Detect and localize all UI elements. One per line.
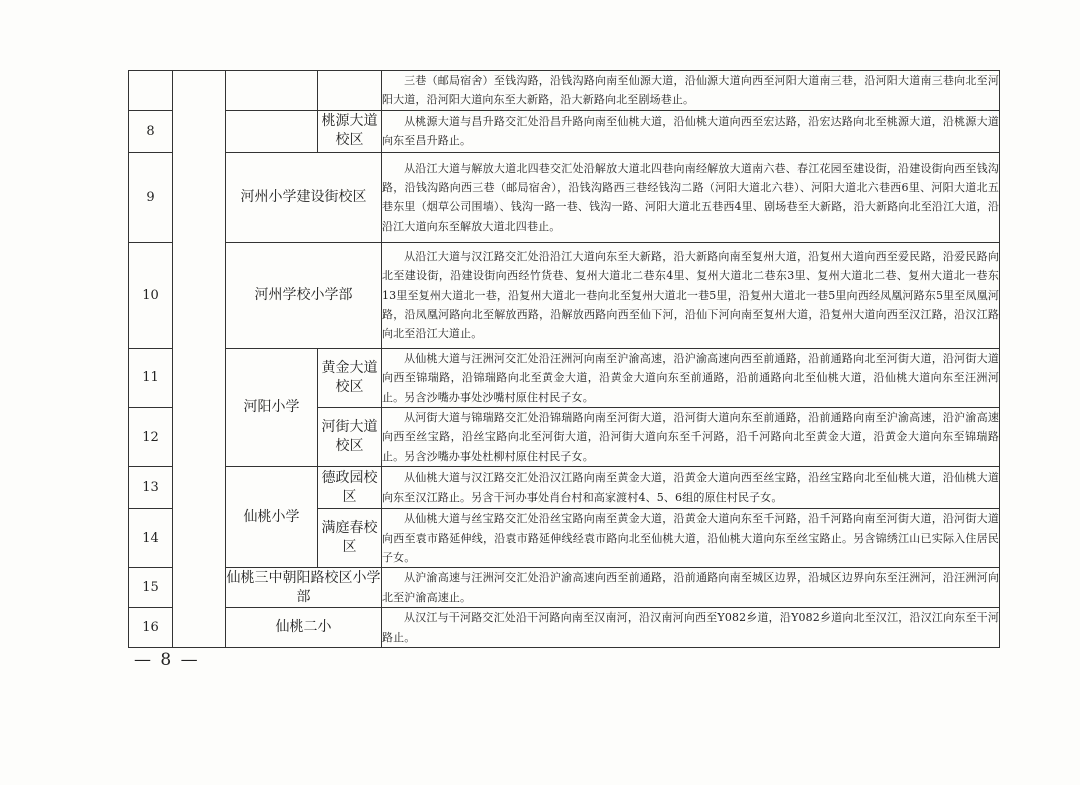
school-name: 仙桃小学: [226, 467, 318, 568]
table-row: [129, 242, 1000, 348]
page-number: — 8 —: [134, 650, 200, 670]
zone-description: 三巷（邮局宿舍）至钱沟路，沿钱沟路向南至仙源大道，沿仙源大道向西至河阳大道南三巷，沿河阳大道南三巷向北至河阳大道，沿河阳大道向东至大新路，沿大新路向北至剧场巷止。: [382, 71, 1000, 111]
row-number: 16: [129, 608, 173, 648]
campus-name: 河街大道校区: [318, 408, 382, 467]
row-number: [129, 71, 173, 111]
row-number: 10: [129, 242, 173, 348]
table-row: [129, 348, 1000, 407]
zone-description: 从沿江大道与汉江路交汇处沿沿江大道向东至大新路，沿大新路向南至复州大道，沿复州大道向西至爱民路，沿爱民路向北至建设街，沿建设街向西经竹货巷、复州大道北二巷东4里、复州大道北二巷东3里、复州大道北二巷、复州大道北一巷东13里至复州大道北一巷，沿复州大道北一巷向北至复州大道北一巷5里，沿复州大道北一巷5里向西经凤凰河路东5里至凤凰河路，沿凤凰河路向北至解放西路，沿解放西路向西至仙下河，沿仙下河向南至复州大道，沿复州大道向西至汉江路，沿汉江路向北至沿江大道止。: [382, 242, 1000, 348]
zone-description: 从仙桃大道与汪洲河交汇处沿汪洲河向南至沪渝高速，沿沪渝高速向西至前通路，沿前通路向北至河街大道，沿河街大道向西至锦瑞路，沿锦瑞路向北至黄金大道，沿黄金大道向东至前通路，沿前通路向北至仙桃大道，沿仙桃大道向东至汪洲河止。另含沙嘴办事处沙嘴村原住村民子女。: [382, 348, 1000, 407]
table-row: [129, 568, 1000, 608]
row-number: 14: [129, 509, 173, 568]
campus-name: 德政园校区: [318, 467, 382, 509]
campus-name: [318, 71, 382, 111]
campus-name: 满庭春校区: [318, 509, 382, 568]
school-name: [226, 110, 318, 152]
school-name: 河州小学建设街校区: [226, 152, 382, 242]
row-number: 15: [129, 568, 173, 608]
school-name: 仙桃三中朝阳路校区小学部: [226, 568, 382, 608]
school-name: 河州学校小学部: [226, 242, 382, 348]
campus-name: 桃源大道校区: [318, 110, 382, 152]
school-name: 仙桃二小: [226, 608, 382, 648]
row-number: 8: [129, 110, 173, 152]
district-table: [128, 70, 1000, 648]
table-row: [129, 152, 1000, 242]
campus-name: 黄金大道校区: [318, 348, 382, 407]
zone-description: 从沪渝高速与汪洲河交汇处沿沪渝高速向西至前通路，沿前通路向南至城区边界，沿城区边界向东至汪洲河，沿汪洲河向北至沪渝高速止。: [382, 568, 1000, 608]
table-row: [129, 71, 1000, 111]
zone-description: 从沿江大道与解放大道北四巷交汇处沿解放大道北四巷向南经解放大道南六巷、春江花园至建设街，沿建设街向西至钱沟路，沿钱沟路向西三巷（邮局宿舍），沿钱沟路西三巷经钱沟二路（河阳大道北六巷）、河阳大道北六巷西6里、河阳大道北五巷东里（烟草公司围墙）、钱沟一路一巷、钱沟一路、河阳大道北五巷西4里、剧场巷至大新路，沿大新路向北至沿江大道，沿沿江大道向东至解放大道北四巷止。: [382, 152, 1000, 242]
row-number: 13: [129, 467, 173, 509]
school-name: 河阳小学: [226, 348, 318, 466]
district-group-cell: [173, 71, 226, 648]
zone-description: 从汉江与干河路交汇处沿干河路向南至汉南河，沿汉南河向西至Y082乡道，沿Y082乡道向北至汉江，沿汉江向东至干河路止。: [382, 608, 1000, 648]
row-number: 12: [129, 408, 173, 467]
table-row: [129, 467, 1000, 509]
row-number: 9: [129, 152, 173, 242]
zone-description: 从河街大道与锦瑞路交汇处沿锦瑞路向南至河街大道，沿河街大道向东至前通路，沿前通路向南至沪渝高速，沿沪渝高速向西至丝宝路，沿丝宝路向北至河街大道，沿河街大道向东至千河路，沿千河路向北至黄金大道，沿黄金大道向东至锦瑞路止。另含沙嘴办事处杜柳村原住村民子女。: [382, 408, 1000, 467]
table-row: [129, 110, 1000, 152]
zone-description: 从桃源大道与昌升路交汇处沿昌升路向南至仙桃大道，沿仙桃大道向西至宏达路，沿宏达路向北至桃源大道，沿桃源大道向东至昌升路止。: [382, 110, 1000, 152]
zone-description: 从仙桃大道与汉江路交汇处沿汉江路向南至黄金大道，沿黄金大道向西至丝宝路，沿丝宝路向北至仙桃大道，沿仙桃大道向东至汉江路止。另含干河办事处肖台村和高家渡村4、5、6组的原住村民子女。: [382, 467, 1000, 509]
row-number: 11: [129, 348, 173, 407]
zone-description: 从仙桃大道与丝宝路交汇处沿丝宝路向南至黄金大道，沿黄金大道向东至千河路，沿千河路向南至河街大道，沿河街大道向西至袁市路延伸线，沿袁市路延伸线经袁市路向北至仙桃大道，沿仙桃大道向东至丝宝路止。另含锦绣江山已实际入住居民子女。: [382, 509, 1000, 568]
school-name: [226, 71, 318, 111]
table-row: [129, 608, 1000, 648]
